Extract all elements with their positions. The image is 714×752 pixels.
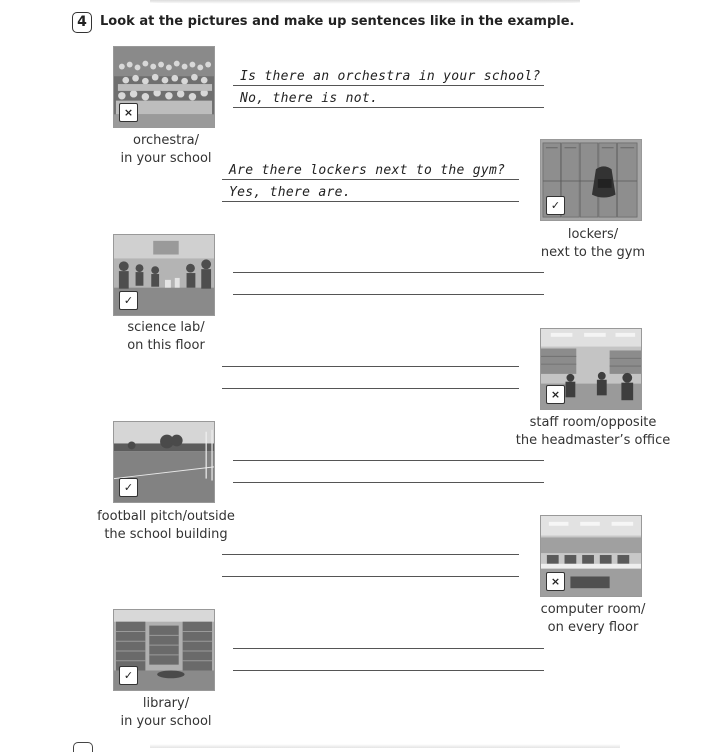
example-question: Are there lockers next to the gym? xyxy=(229,163,506,178)
orchestra-photo xyxy=(113,46,215,128)
cross-mark-icon: × xyxy=(546,385,565,404)
caption-line: in your school xyxy=(120,150,212,166)
check-mark-icon: ✓ xyxy=(119,291,138,310)
answer-line[interactable] xyxy=(233,294,544,295)
answer-line[interactable] xyxy=(222,554,519,555)
caption-line: football pitch/outside xyxy=(97,509,235,524)
check-mark-icon: ✓ xyxy=(119,478,138,497)
caption-line: lockers/ xyxy=(567,227,619,242)
caption-line: on this floor xyxy=(127,337,205,353)
computer-room-photo xyxy=(540,515,642,597)
exercise-instruction: Look at the pictures and make up sentences like in the example. xyxy=(100,14,575,29)
page-bottom-edge xyxy=(150,744,620,748)
orchestra-caption xyxy=(81,132,251,167)
caption-line: library/ xyxy=(142,696,190,711)
caption-line: the headmaster’s office xyxy=(515,432,671,448)
library-photo xyxy=(113,609,215,691)
exercise-number-badge: 4 xyxy=(72,12,92,33)
staff-room-photo xyxy=(540,328,642,410)
caption-line: science lab/ xyxy=(127,320,205,335)
answer-line[interactable] xyxy=(222,388,519,389)
check-mark-icon: ✓ xyxy=(546,196,565,215)
check-mark-icon: ✓ xyxy=(119,666,138,685)
answer-line xyxy=(233,107,544,108)
football-pitch-caption xyxy=(81,508,251,543)
answer-line[interactable] xyxy=(233,670,544,671)
cross-mark-icon: × xyxy=(546,572,565,591)
cross-mark-icon: × xyxy=(119,103,138,122)
caption-line: orchestra/ xyxy=(133,133,199,148)
football-pitch-photo xyxy=(113,421,215,503)
answer-line xyxy=(222,201,519,202)
example-question: Is there an orchestra in your school? xyxy=(240,69,541,84)
answer-line[interactable] xyxy=(222,576,519,577)
answer-line[interactable] xyxy=(233,272,544,273)
science-lab-caption xyxy=(81,319,251,354)
answer-line[interactable] xyxy=(233,648,544,649)
caption-line: computer room/ xyxy=(540,602,646,617)
caption-line: staff room/opposite xyxy=(529,415,657,430)
caption-line: the school building xyxy=(104,526,228,542)
lockers-caption xyxy=(508,226,678,261)
staff-room-caption xyxy=(508,414,678,449)
science-lab-photo xyxy=(113,234,215,316)
answer-line[interactable] xyxy=(222,366,519,367)
computer-room-caption xyxy=(508,601,678,636)
caption-line: next to the gym xyxy=(540,244,646,260)
answer-line[interactable] xyxy=(233,482,544,483)
example-answer: Yes, there are. xyxy=(229,185,351,200)
answer-line xyxy=(222,179,519,180)
answer-line[interactable] xyxy=(233,460,544,461)
example-answer: No, there is not. xyxy=(240,91,379,106)
next-exercise-badge-edge xyxy=(73,742,93,752)
answer-line xyxy=(233,85,544,86)
caption-line: in your school xyxy=(120,713,212,729)
caption-line: on every floor xyxy=(547,619,639,635)
library-caption xyxy=(81,695,251,730)
page-top-edge xyxy=(150,0,580,4)
lockers-photo xyxy=(540,139,642,221)
